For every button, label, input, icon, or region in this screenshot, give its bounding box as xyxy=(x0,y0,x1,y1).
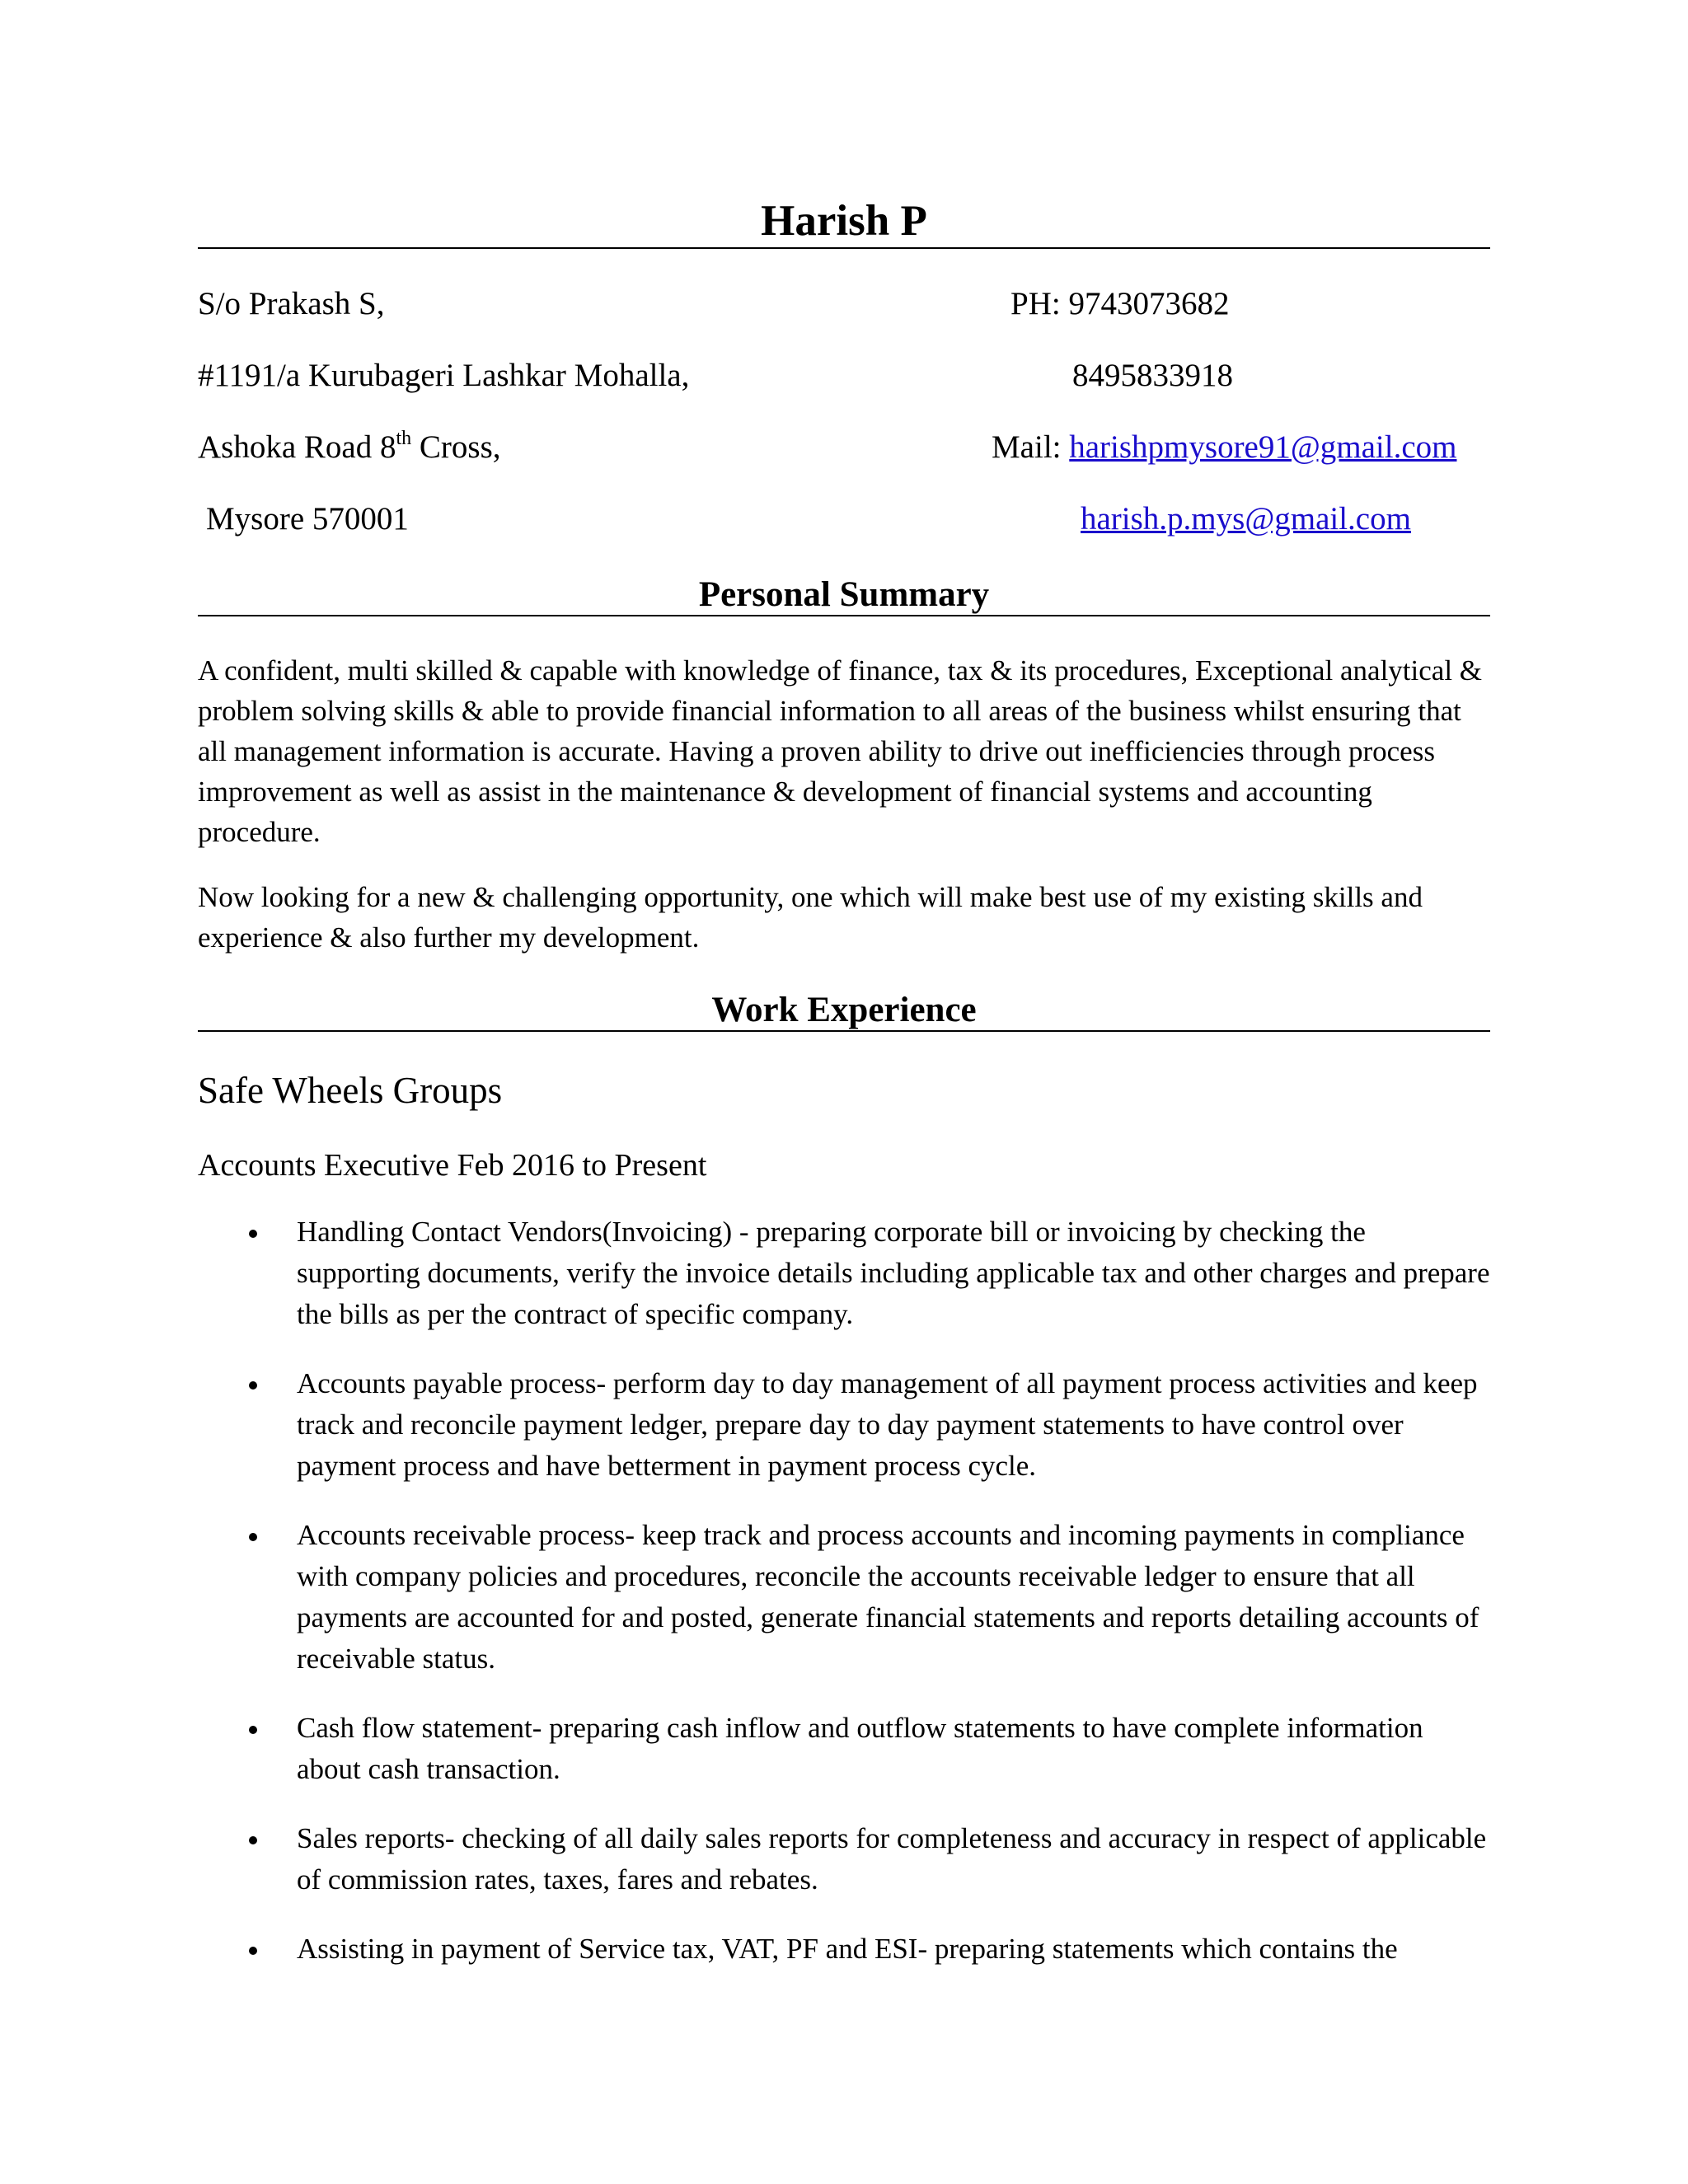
responsibility-list xyxy=(198,1212,1490,1998)
candidate-name: Harish P xyxy=(761,197,927,245)
list-item xyxy=(198,1929,1490,1970)
work-experience-heading: Work Experience xyxy=(711,991,977,1029)
company-name: Safe Wheels Groups xyxy=(198,1070,503,1111)
bullet-icon xyxy=(249,1533,257,1541)
summary-paragraph-1: A confident, multi skilled & capable with knowledge of finance, tax & its procedures, Exceptional analytical & problem solving skills & able to provide financial information to all areas of the business whilst ensuring that all management information is accurate. Having a proven ability to drive out inefficiencies through process improvement as well as assist in the maintenance & development of financial systems and accounting procedure. xyxy=(198,654,1483,848)
list-item-text: Accounts payable process- perform day to day management of all payment process activities and keep track and reconcile payment ledger, prepare day to day payment statements to have control over payment process and have betterment in payment process cycle. xyxy=(297,1367,1478,1482)
experience-divider xyxy=(198,1030,1490,1032)
phone-label: PH: xyxy=(1010,286,1069,321)
list-item xyxy=(198,1363,1490,1487)
list-item xyxy=(198,1212,1490,1335)
mail-label: Mail: xyxy=(992,429,1070,465)
address-line-3-ordinal: th xyxy=(396,428,412,449)
list-item-text: Assisting in payment of Service tax, VAT, PF and ESI- preparing statements which contains the xyxy=(297,1933,1398,1965)
bullet-icon xyxy=(249,1947,257,1955)
bullet-icon xyxy=(249,1836,257,1844)
address-line-1: S/o Prakash S, xyxy=(198,286,385,321)
phone-number-2: 8495833918 xyxy=(1072,358,1233,393)
name-divider xyxy=(198,247,1490,249)
bullet-icon xyxy=(249,1381,257,1390)
personal-summary-heading: Personal Summary xyxy=(698,575,990,614)
job-title: Accounts Executive Feb 2016 to Present xyxy=(198,1148,707,1183)
mail-line-2 xyxy=(1081,500,1411,538)
bullet-icon xyxy=(249,1230,257,1238)
mail-line-1 xyxy=(992,429,1457,466)
list-item-text: Handling Contact Vendors(Invoicing) - preparing corporate bill or invoicing by checking the supporting documents, verify the invoice details including applicable tax and other charges and prepare the bills as per the contract of specific company. xyxy=(297,1216,1490,1330)
address-line-3-end: Cross, xyxy=(411,429,501,465)
address-line-3-start: Ashoka Road 8 xyxy=(198,429,396,465)
list-item-text: Cash flow statement- preparing cash inflow and outflow statements to have complete information about cash transaction. xyxy=(297,1712,1423,1785)
list-item-text: Sales reports- checking of all daily sales reports for completeness and accuracy in respect of applicable of commission rates, taxes, fares and rebates. xyxy=(297,1822,1487,1896)
list-item-text: Accounts receivable process- keep track and process accounts and incoming payments in compliance with company policies and procedures, reconcile the accounts receivable ledger to ensure that all payments are accounted for and posted, generate financial statements and reports detailing accounts of receivable status. xyxy=(297,1519,1479,1675)
address-line-4: Mysore 570001 xyxy=(206,501,409,537)
bullet-icon xyxy=(249,1726,257,1734)
email-link-1[interactable]: harishpmysore91@gmail.com xyxy=(1069,429,1457,465)
address-line-2: #1191/a Kurubageri Lashkar Mohalla, xyxy=(198,358,690,393)
phone-number-1: 9743073682 xyxy=(1068,286,1230,321)
summary-paragraph-2: Now looking for a new & challenging opportunity, one which will make best use of my existing skills and experience & also further my development. xyxy=(198,881,1423,954)
address-line-3 xyxy=(198,429,501,466)
email-link-2[interactable]: harish.p.mys@gmail.com xyxy=(1081,501,1411,537)
phone-line-1 xyxy=(1010,285,1229,323)
summary-divider xyxy=(198,615,1490,616)
list-item xyxy=(198,1818,1490,1900)
list-item xyxy=(198,1515,1490,1680)
list-item xyxy=(198,1708,1490,1790)
